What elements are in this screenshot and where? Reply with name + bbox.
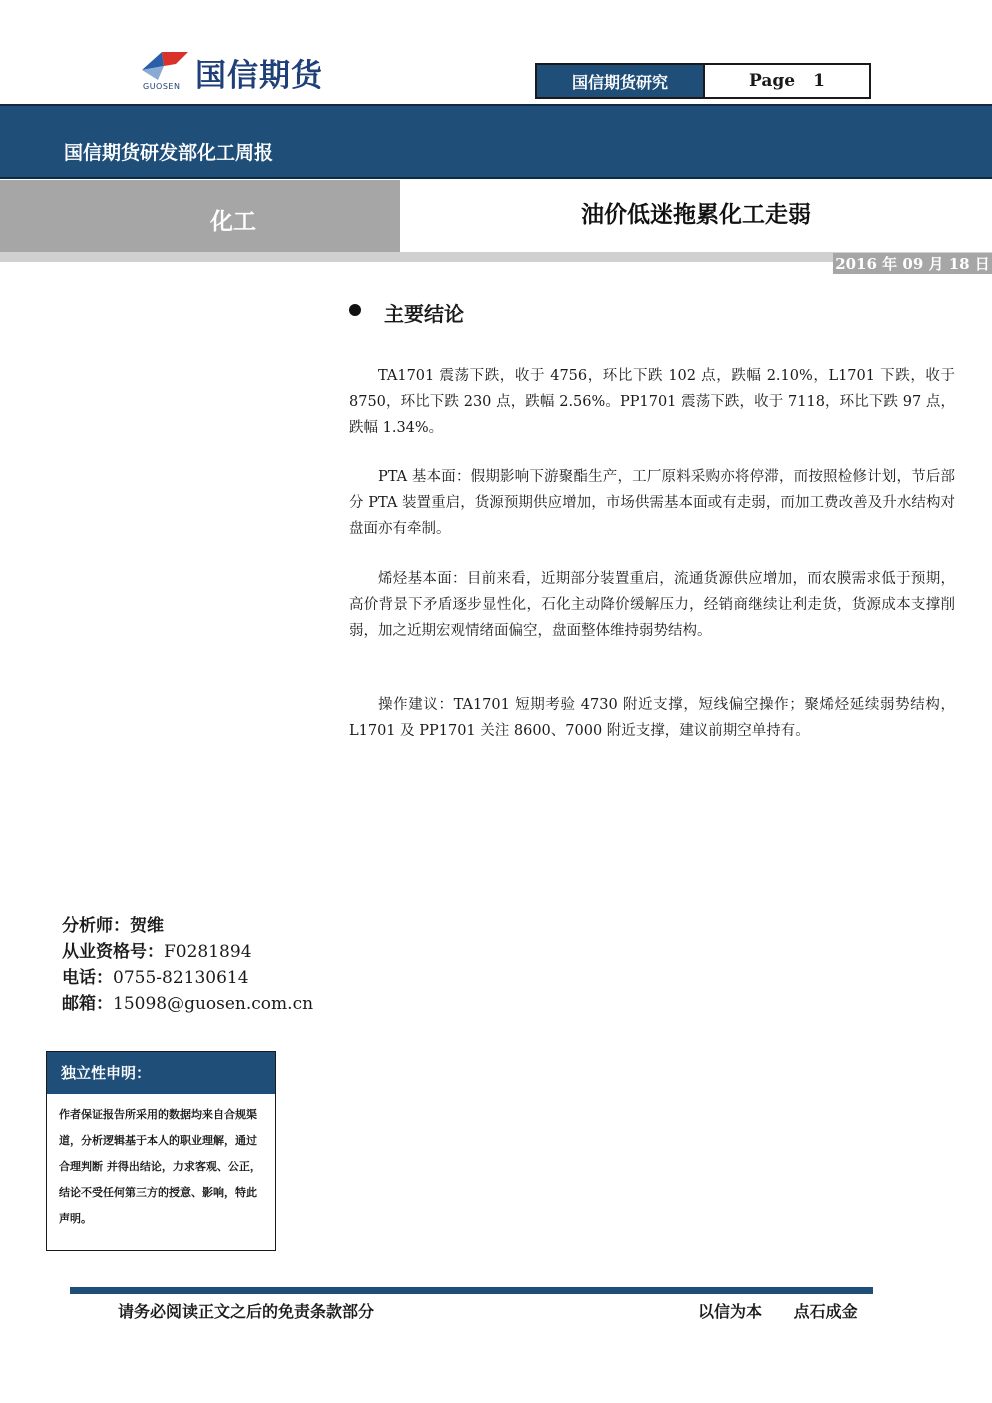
footer-slogan: 以信为本 点石成金 xyxy=(698,1302,858,1321)
independence-statement-body: 作者保证报告所采用的数据均来自合规渠道，分析逻辑基于本人的职业理解，通过合理判断 并得出结论，力求客观、公正，结论不受任何第三方的授意、影响，特此声明。 xyxy=(59,1108,261,1225)
report-series-title: 国信期货研发部化工周报 xyxy=(64,142,274,164)
analyst-info xyxy=(62,913,313,1017)
cert-label: 从业资格号： xyxy=(62,942,164,962)
footer-divider xyxy=(70,1287,873,1294)
footer-disclaimer-note: 请务必阅读正文之后的免责条款部分 xyxy=(118,1302,375,1321)
paragraph-pta-fundamentals: PTA 基本面：假期影响下游聚酯生产，工厂原料采购亦将停滞，而按照检修计划，节后部分 PTA 装置重启，货源预期供应增加，市场供需基本面或有走弱，而加工费改善及升水结构对盘面亦有牵制。 xyxy=(349,469,955,537)
report-date: 2016 年 09 月 18 日 xyxy=(833,253,992,274)
page-indicator xyxy=(705,65,869,97)
paragraph-market-summary: TA1701 震荡下跌，收于 4756，环比下跌 102 点，跌幅 2.10%，L1701 下跌，收于 8750，环比下跌 230 点，跌幅 2.56%。PP1701 震荡下跌，收于 7118，环比下跌 97 点，跌幅 1.34%。 xyxy=(349,368,955,436)
logo-sub: GUOSEN xyxy=(143,82,181,91)
phone-number: 0755-82130614 xyxy=(113,968,249,988)
email-address[interactable]: 15098@guosen.com.cn xyxy=(113,994,314,1014)
independence-statement-title: 独立性申明： xyxy=(47,1052,275,1094)
analyst-name-label: 分析师： xyxy=(62,916,130,936)
phone-label: 电话： xyxy=(62,968,113,988)
independence-statement-box xyxy=(46,1051,276,1251)
section-title: 主要结论 xyxy=(384,302,464,326)
paragraph-trading-advice: 操作建议：TA1701 短期考验 4730 附近支撑，短线偏空操作；聚烯烃延续弱势结构，L1701 及 PP1701 关注 8600、7000 附近支撑，建议前期空单持有。 xyxy=(349,697,955,739)
email-label: 邮箱： xyxy=(62,994,113,1014)
logo-name: 国信期货 xyxy=(195,58,323,94)
paragraph-olefin-fundamentals: 烯烃基本面：目前来看，近期部分装置重启，流通货源供应增加，而农膜需求低于预期，高价背景下矛盾逐步显性化，石化主动降价缓解压力，经销商继续让利走货，货源成本支撑削弱，加之近期宏观情绪面偏空，盘面整体维持弱势结构。 xyxy=(349,571,955,639)
bullet-icon xyxy=(349,304,361,316)
sector-label: 化工 xyxy=(210,208,256,235)
analyst-name: 贺维 xyxy=(130,916,164,936)
guosen-logo-icon xyxy=(140,48,192,84)
research-label: 国信期货研究 xyxy=(537,65,705,97)
headline: 油价低迷拖累化工走弱 xyxy=(581,201,811,228)
page-indicator-box xyxy=(535,63,871,99)
page-label: Page xyxy=(749,71,796,91)
page-number: 1 xyxy=(813,71,825,91)
cert-number: F0281894 xyxy=(164,942,252,962)
